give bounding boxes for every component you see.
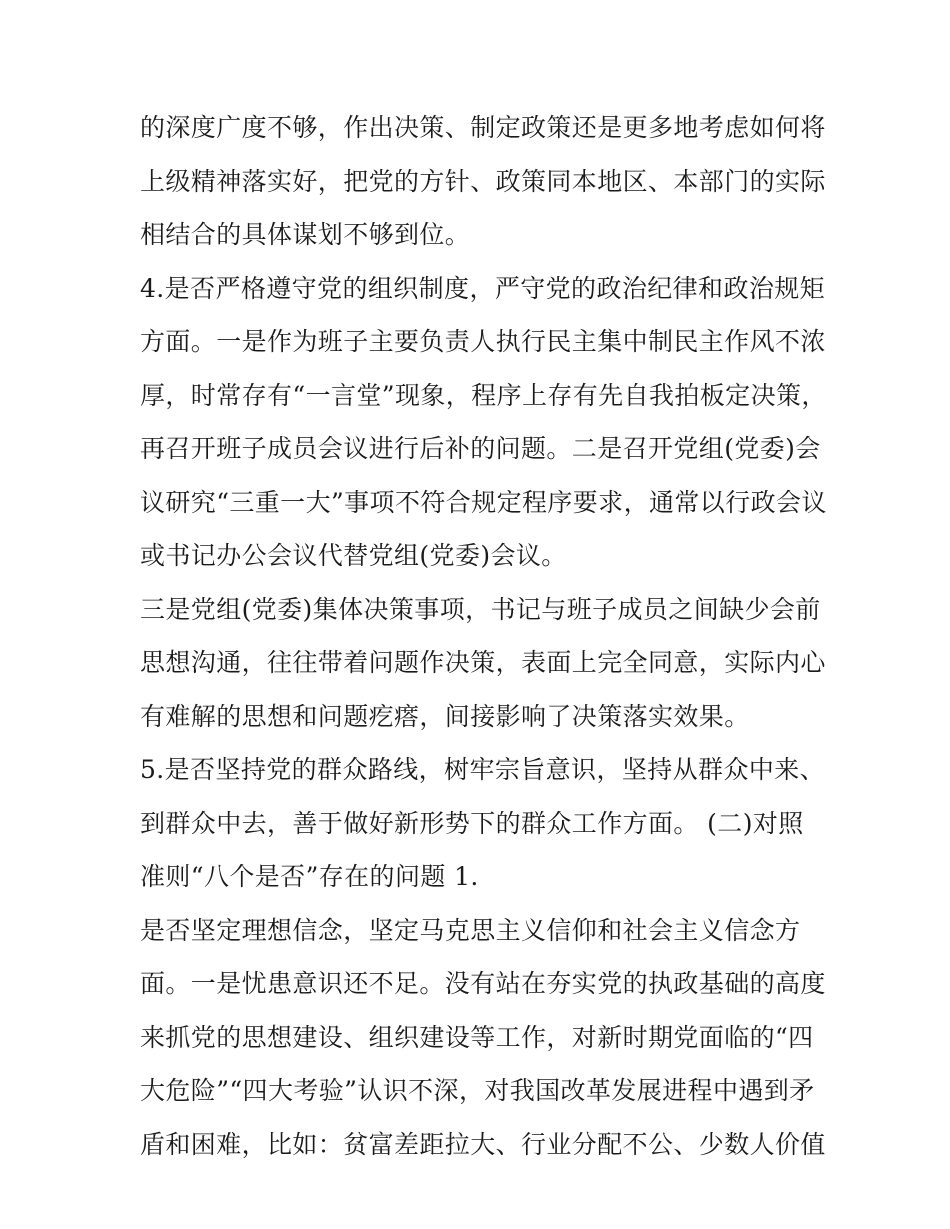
text-line: 再召开班子成员会议进行后补的问题。二是召开党组(党委)会 [140, 434, 821, 463]
text-line: 有难解的思想和问题疙瘩，间接影响了决策落实效果。 [140, 701, 750, 731]
text-line: 的深度广度不够，作出决策、制定政策还是更多地考虑如何将 [140, 113, 826, 142]
text-line: 4.是否严格遵守党的组织制度，严守党的政治纪律和政治规矩 [140, 273, 826, 303]
text-line: 到群众中去，善于做好新形势下的群众工作方面。 (二)对照 [140, 808, 804, 838]
text-line: 三是党组(党委)集体决策事项，书记与班子成员之间缺少会前 [140, 594, 821, 624]
text-line: 方面。一是作为班子主要负责人执行民主集中制民主作风不浓 [140, 327, 826, 356]
text-line: 厚，时常存有“一言堂”现象，程序上存有先自我拍板定决策， [140, 380, 827, 410]
text-line: 大危险”“四大考验”认识不深，对我国改革发展进程中遇到矛 [140, 1076, 815, 1105]
text-line: 是否坚定理想信念，坚定马克思主义信仰和社会主义信念方 [140, 915, 801, 945]
text-line: 相结合的具体谋划不够到位。 [140, 220, 471, 249]
text-line: 5.是否坚持党的群众路线，树牢宗旨意识，坚持从群众中来、 [140, 755, 826, 784]
text-line: 上级精神落实好，把党的方针、政策同本地区、本部门的实际 [140, 166, 826, 196]
text-line: 准则“八个是否”存在的问题 1. [140, 862, 479, 891]
text-line: 或书记办公会议代替党组(党委)会议。 [140, 541, 567, 570]
text-line: 议研究“三重一大”事项不符合规定程序要求，通常以行政会议 [140, 487, 827, 517]
text-line: 来抓党的思想建设、组织建设等工作，对新时期党面临的“四 [140, 1022, 814, 1052]
text-line: 思想沟通，往往带着问题作决策，表面上完全同意，实际内心 [140, 648, 826, 677]
body-text [140, 101, 840, 1171]
text-line: 盾和困难，比如：贫富差距拉大、行业分配不公、少数人价值 [140, 1129, 826, 1159]
text-line: 面。一是忧患意识还不足。没有站在夯实党的执政基础的高度 [140, 969, 826, 998]
